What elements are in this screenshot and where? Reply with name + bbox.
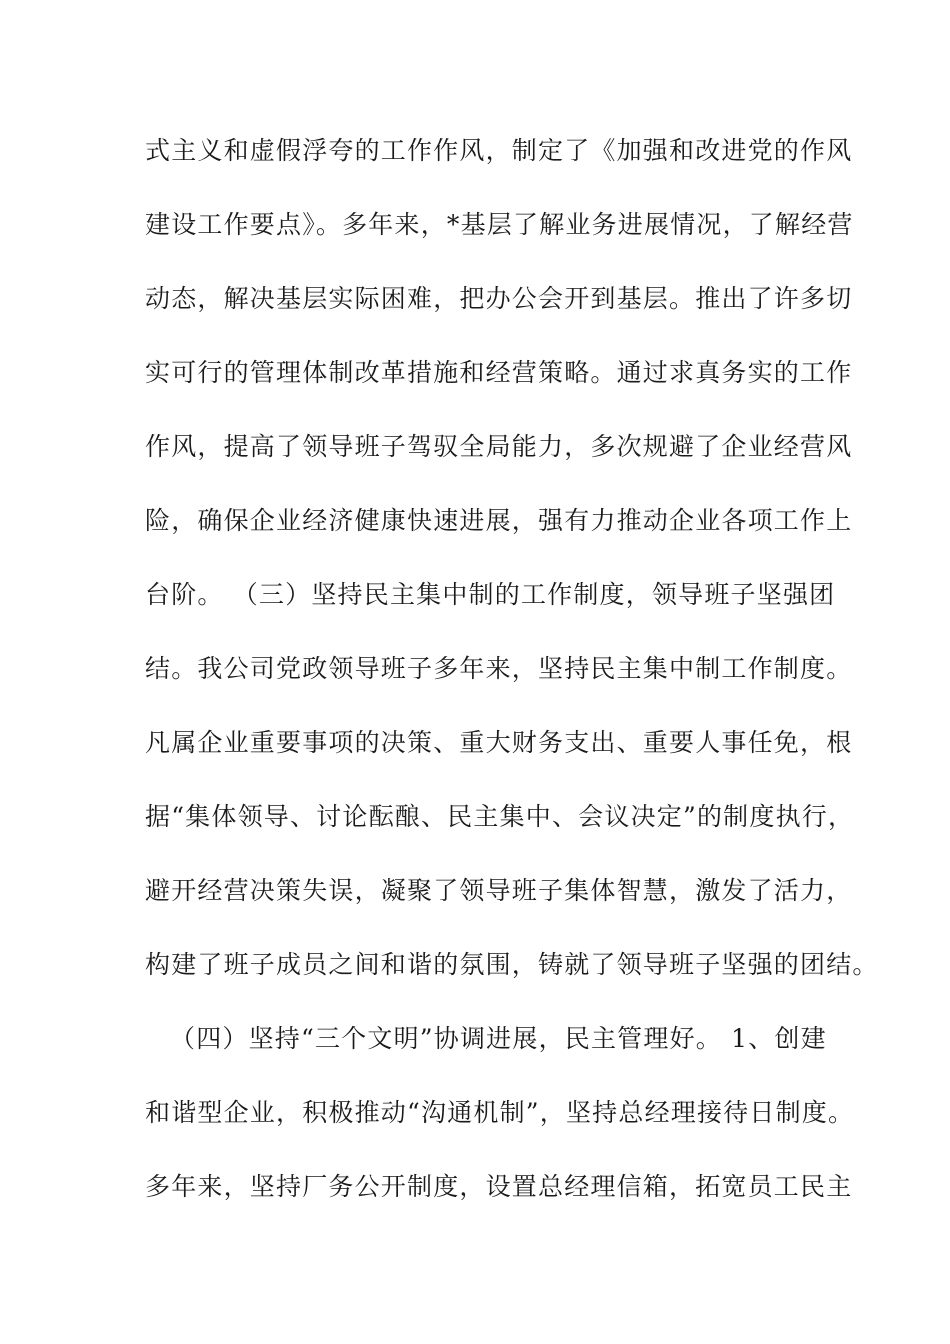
text-line: 构建了班子成员之间和谐的氛围，铸就了领导班子坚强的团结。 [145, 950, 879, 979]
text-line: 险，确保企业经济健康快速进展，强有力推动企业各项工作上 [145, 506, 853, 535]
text-line: （四）坚持“三个文明”协调进展，民主管理好。 1、创建 [170, 1024, 827, 1053]
text-line: 结。我公司党政领导班子多年来，坚持民主集中制工作制度。 [145, 654, 853, 683]
text-line: 实可行的管理体制改革措施和经营策略。通过求真务实的工作 [145, 358, 853, 387]
text-line: 台阶。 （三）坚持民主集中制的工作制度，领导班子坚强团 [145, 580, 836, 609]
text-line: 凡属企业重要事项的决策、重大财务支出、重要人事任免，根 [145, 728, 853, 757]
text-line: 多年来，坚持厂务公开制度，设置总经理信箱，拓宽员工民主 [145, 1172, 853, 1201]
text-line: 式主义和虚假浮夸的工作作风，制定了《加强和改进党的作风 [145, 136, 853, 165]
body-text [145, 132, 879, 1242]
text-line: 和谐型企业，积极推动“沟通机制”，坚持总经理接待日制度。 [145, 1098, 855, 1127]
text-line: 作风，提高了领导班子驾驭全局能力，多次规避了企业经营风 [145, 432, 853, 461]
text-line: 据“集体领导、讨论酝酿、民主集中、会议决定”的制度执行， [145, 802, 855, 831]
text-line: 建设工作要点》。多年来，*基层了解业务进展情况，了解经营 [145, 210, 854, 239]
text-line: 避开经营决策失误，凝聚了领导班子集体智慧，激发了活力， [145, 876, 853, 905]
text-line: 动态，解决基层实际困难，把办公会开到基层。推出了许多切 [145, 284, 853, 313]
